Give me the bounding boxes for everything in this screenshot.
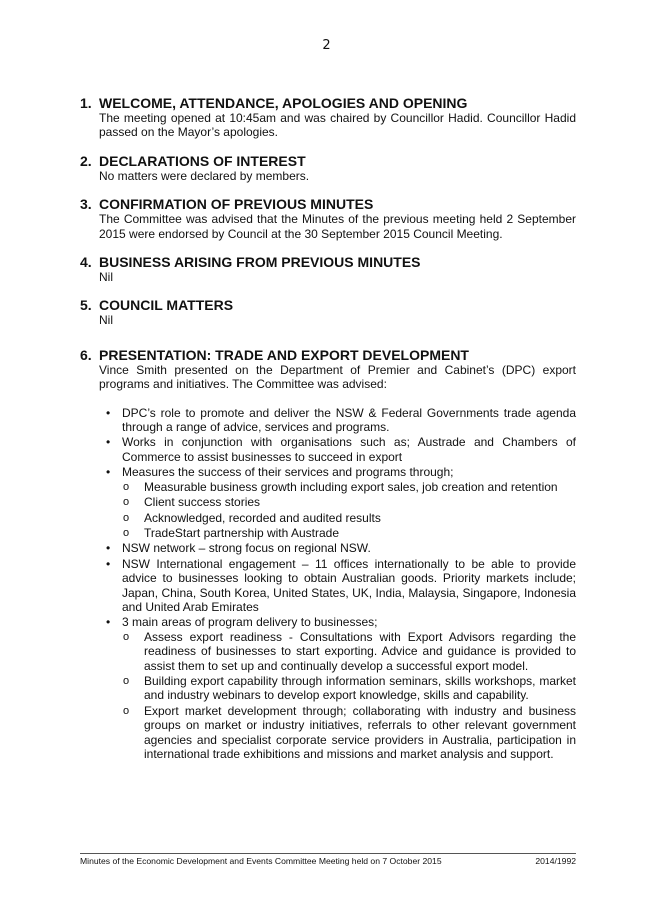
section-title: COUNCIL MATTERS	[99, 297, 234, 314]
bullet-marker: •	[106, 405, 111, 420]
section-business-arising	[80, 254, 576, 284]
section-number: 2.	[80, 152, 92, 169]
sub-bullet-text: Client success stories	[144, 495, 261, 510]
section-text: No matters were declared by members.	[99, 168, 310, 183]
sub-bullet-item	[122, 511, 576, 525]
bullet-item	[99, 406, 576, 435]
page-footer	[80, 853, 576, 866]
bullet-text: Works in conjunction with organisations such as; Austrade and Chambers of Commerce to assist businesses to succeed in export	[122, 435, 576, 464]
section-number: 4.	[80, 254, 92, 271]
section-council-matters	[80, 297, 576, 327]
sub-bullet-item	[122, 526, 576, 540]
bullet-text: NSW network – strong focus on regional NSW.	[122, 541, 371, 556]
bullet-text: 3 main areas of program delivery to businesses;	[122, 615, 378, 630]
section-title: PRESENTATION: TRADE AND EXPORT DEVELOPMENT	[99, 346, 469, 363]
section-title: BUSINESS ARISING FROM PREVIOUS MINUTES	[99, 254, 421, 271]
section-number: 5.	[80, 297, 92, 314]
sub-bullet-marker: o	[123, 630, 130, 643]
bullet-marker: •	[106, 556, 111, 571]
section-text: Vince Smith presented on the Department of Premier and Cabinet’s (DPC) export programs and initiatives. The Committee was advised:	[99, 362, 576, 392]
sub-bullet-marker: o	[123, 480, 130, 493]
sub-bullet-marker: o	[123, 526, 130, 539]
bullet-marker: •	[106, 465, 111, 480]
minutes-content	[80, 95, 576, 774]
sub-bullet-text: Assess export readiness - Consultations with Export Advisors regarding the readiness of businesses to start exporting. Advice and guidance is provided to assist them to set up and continually develop a successful export model.	[144, 629, 576, 673]
section-number: 1.	[80, 95, 92, 111]
section-heading	[80, 347, 576, 363]
footer-meeting-title: Minutes of the Economic Development and Events Committee Meeting held on 7 October 2015	[80, 856, 442, 866]
sub-bullet-list	[122, 630, 576, 762]
sub-bullet-marker: o	[123, 704, 130, 717]
bullet-item	[99, 557, 576, 615]
sub-bullet-item	[122, 495, 576, 509]
sub-bullet-list	[122, 480, 576, 541]
bullet-item	[99, 615, 576, 761]
section-heading	[80, 254, 576, 270]
section-heading	[80, 297, 576, 313]
section-text: The meeting opened at 10:45am and was chaired by Councillor Hadid. Councillor Hadid passed on the Mayor’s apologies.	[99, 111, 576, 140]
sub-bullet-item	[122, 704, 576, 762]
sub-bullet-text: TradeStart partnership with Austrade	[144, 525, 339, 540]
section-title: WELCOME, ATTENDANCE, APOLOGIES AND OPENING	[99, 95, 468, 111]
sub-bullet-text: Acknowledged, recorded and audited results	[144, 510, 381, 525]
bullet-item	[99, 541, 576, 555]
bullet-marker: •	[106, 615, 111, 630]
section-presentation	[80, 347, 576, 762]
section-number: 3.	[80, 196, 92, 213]
section-heading	[80, 196, 576, 212]
sub-bullet-marker: o	[123, 511, 130, 524]
section-heading	[80, 95, 576, 111]
presentation-bullet-list	[80, 406, 576, 762]
bullet-text: Measures the success of their services and programs through;	[122, 465, 454, 480]
section-number: 6.	[80, 346, 92, 363]
sub-bullet-text: Building export capability through information seminars, skills workshops, market and industry webinars to develop export knowledge, skills and capability.	[144, 673, 576, 703]
page-number: 2	[322, 38, 331, 53]
section-confirmation	[80, 196, 576, 241]
bullet-marker: •	[106, 541, 111, 556]
section-text: Nil	[99, 270, 113, 285]
footer-reference-number: 2014/1992	[535, 856, 576, 866]
sub-bullet-text: Export market development through; collaborating with industry and business groups on market or industry initiatives, referrals to other relevant government agencies and specialist corporate service providers in Australia, participation in international trade exhibitions and missions and market analysis and support.	[144, 703, 576, 761]
sub-bullet-marker: o	[123, 496, 130, 509]
section-title: CONFIRMATION OF PREVIOUS MINUTES	[99, 196, 374, 213]
sub-bullet-item	[122, 480, 576, 494]
bullet-item	[99, 435, 576, 464]
bullet-item	[99, 465, 576, 540]
section-heading	[80, 153, 576, 169]
sub-bullet-item	[122, 674, 576, 703]
bullet-text: NSW International engagement – 11 offices internationally to be able to provide advice to businesses looking to obtain Australian goods. Priority markets include; Japan, China, South Korea, United States, UK, India, Malaysia, Singapore, Indonesia and United Arab Emirates	[122, 556, 576, 614]
sub-bullet-marker: o	[123, 674, 130, 687]
sub-bullet-text: Measurable business growth including export sales, job creation and retention	[144, 479, 558, 494]
section-title: DECLARATIONS OF INTEREST	[99, 152, 306, 169]
sub-bullet-item	[122, 630, 576, 673]
section-text: Nil	[99, 313, 113, 328]
bullet-text: DPC’s role to promote and deliver the NSW & Federal Governments trade agenda through a range of advice, services and programs.	[122, 405, 576, 435]
section-welcome	[80, 95, 576, 140]
bullet-marker: •	[106, 435, 111, 450]
section-text: The Committee was advised that the Minutes of the previous meeting held 2 September 2015 were endorsed by Council at the 30 September 2015 Council Meeting.	[99, 212, 576, 241]
section-declarations	[80, 153, 576, 183]
